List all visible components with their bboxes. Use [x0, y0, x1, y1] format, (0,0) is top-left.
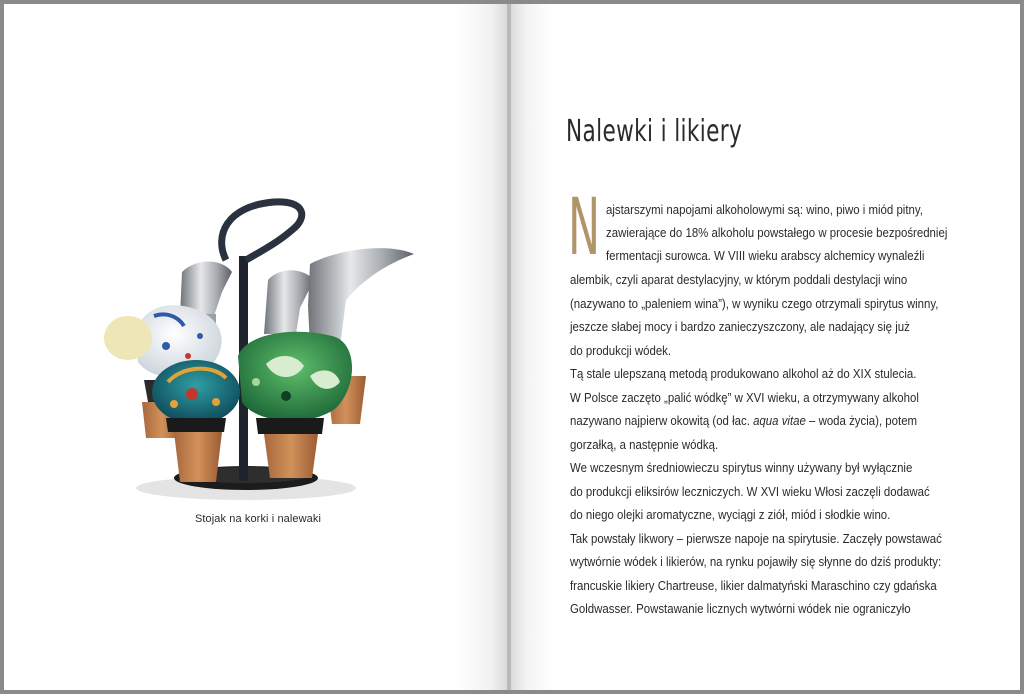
text-line: ajstarszymi napojami alkoholowymi są: wino, piwo i miód pitny,	[606, 202, 923, 217]
text-line: wytwórnie wódek i likierów, na rynku pojawiły się słynne do dziś produkty:	[570, 554, 942, 569]
text-line: alembik, czyli aparat destylacyjny, w którym poddali destylacji wino	[570, 272, 908, 287]
bottle-stopper-stand-illustration	[96, 196, 420, 506]
text-line: (nazywano to „paleniem wina”), w wyniku czego otrzymali spirytus winny,	[570, 296, 939, 311]
text-line: do produkcji wódek.	[570, 343, 672, 358]
text-line: We wczesnym średniowieczu spirytus winny używany był wyłącznie	[570, 460, 913, 475]
text-span: – woda życia), potem	[805, 413, 918, 428]
text-line: W Polsce zaczęto „palić wódkę” w XVI wieku, a otrzymywany alkohol	[570, 390, 919, 405]
latin-term: aqua vitae	[753, 413, 806, 428]
text-line: Tą stale ulepszaną metodą produkowano alkohol aż do XIX stulecia.	[570, 366, 917, 381]
text-line: francuskie likiery Chartreuse, likier dalmatyński Maraschino czy gdańska	[570, 578, 937, 593]
text-line-with-italic	[570, 413, 917, 428]
text-line: zawierające do 18% alkoholu powstałego w procesie bezpośredniej	[606, 225, 948, 240]
text-line: Tak powstały likwory – pierwsze napoje na spirytusie. Zaczęły powstawać	[570, 531, 942, 546]
illustration-caption: Stojak na korki i nalewaki	[194, 513, 322, 525]
text-line: do niego olejki aromatyczne, wyciągi z ziół, miód i słodkie wino.	[570, 507, 891, 522]
text-span: nazywano najpierw okowitą (od łac.	[570, 413, 754, 428]
text-line: gorzałką, a następnie wódką.	[570, 437, 719, 452]
chapter-heading: Nalewki i likiery	[566, 114, 743, 149]
text-line: fermentacji surowca. W VIII wieku arabscy alchemicy wynaleźli	[606, 248, 925, 263]
drop-cap: N	[568, 183, 601, 273]
text-line: jeszcze słabej mocy i bardzo zanieczyszczony, ale nadający się już	[570, 319, 910, 334]
text-line: Goldwasser. Powstawanie licznych wytwórni wódek nie ograniczyło	[570, 601, 911, 616]
text-line: do produkcji eliksirów leczniczych. W XVI wieku Włosi zaczęli dodawać	[570, 484, 930, 499]
